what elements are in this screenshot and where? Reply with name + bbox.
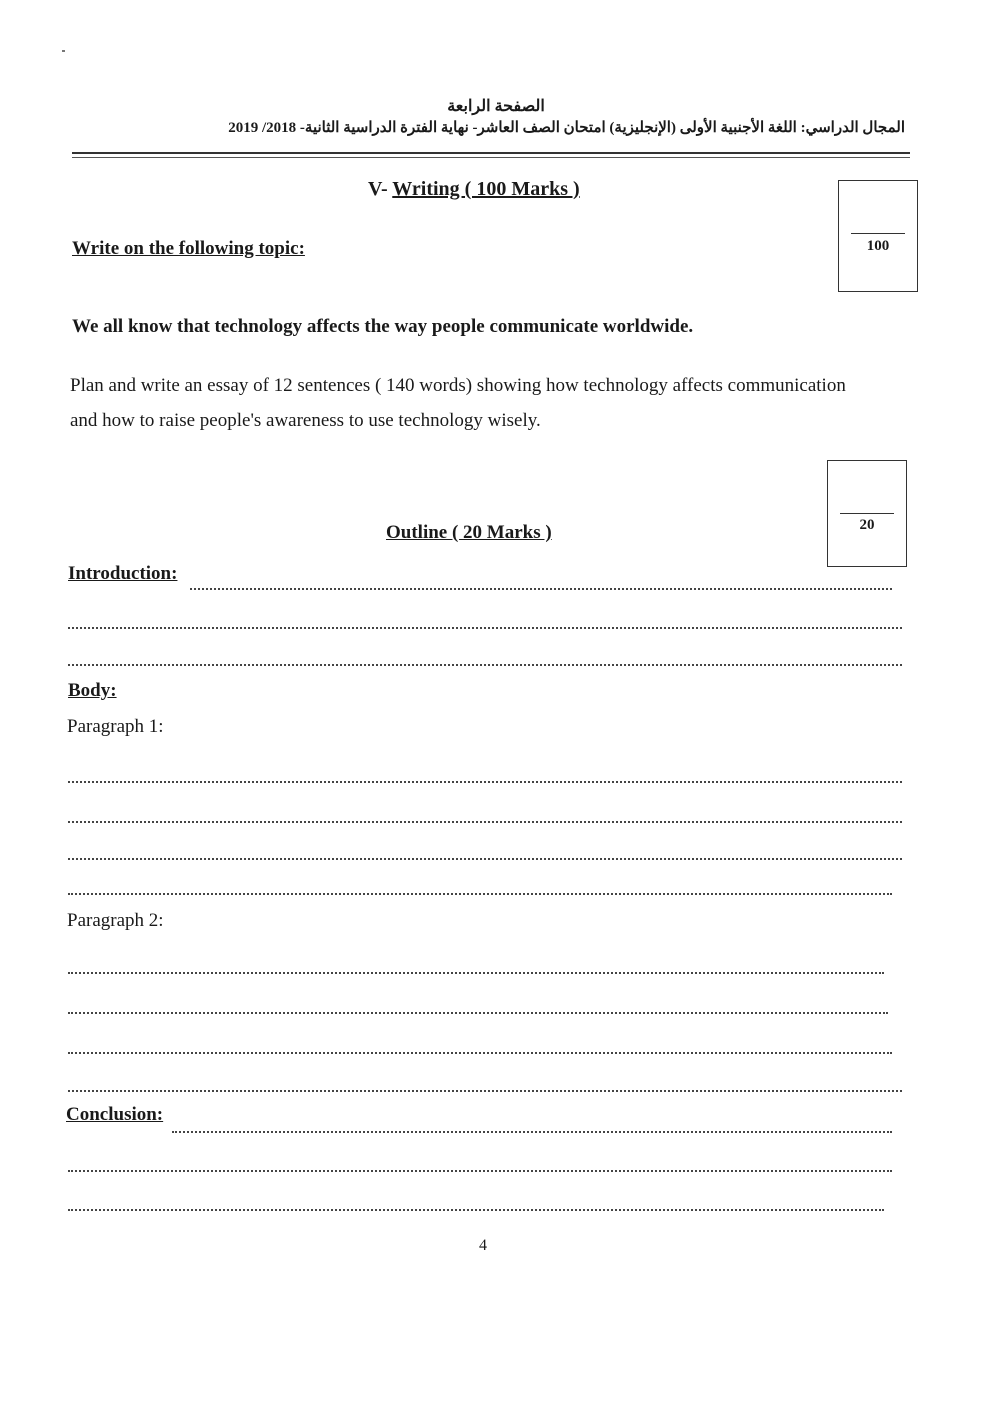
page-label-arabic: الصفحة الرابعة (447, 98, 545, 115)
answer-line[interactable] (172, 1131, 892, 1133)
score-line (851, 233, 905, 234)
score-box-writing (838, 180, 918, 292)
essay-topic: We all know that technology affects the way people communicate worldwide. (72, 316, 694, 337)
scan-speck (62, 50, 65, 52)
score-line (840, 513, 894, 514)
answer-line[interactable] (68, 821, 902, 823)
answer-line[interactable] (68, 858, 902, 860)
answer-line[interactable] (68, 972, 884, 974)
paragraph2-label: Paragraph 2: (67, 910, 164, 931)
answer-line[interactable] (190, 588, 892, 590)
answer-line[interactable] (68, 1012, 888, 1014)
introduction-label: Introduction: (68, 563, 178, 584)
conclusion-label: Conclusion: (66, 1104, 164, 1125)
answer-line[interactable] (68, 1090, 902, 1092)
page-number: 4 (479, 1237, 487, 1254)
answer-line[interactable] (68, 1170, 892, 1172)
answer-line[interactable] (68, 1052, 892, 1054)
section-title: V- Writing ( 100 Marks ) (368, 178, 580, 200)
header-divider-thin (72, 157, 910, 158)
answer-line[interactable] (68, 781, 902, 783)
essay-task: Plan and write an essay of 12 sentences ( 140 words) showing how technology affects communication and how to raise people's awareness to use technology wisely. (70, 375, 846, 431)
instruction: Write on the following topic: (72, 238, 305, 259)
outline-title: Outline ( 20 Marks ) (386, 522, 552, 543)
score-box-outline (827, 460, 907, 567)
answer-line[interactable] (68, 893, 892, 895)
paragraph1-label: Paragraph 1: (67, 716, 164, 737)
answer-line[interactable] (68, 1209, 884, 1211)
exam-header-line: المجال الدراسي: اللغة الأجنبية الأولى (الإنجليزية) امتحان الصف العاشر- نهاية الفترة الدراسية الثانية- 2018/ 2019 (228, 120, 905, 136)
outline-max-score: 20 (859, 517, 875, 533)
answer-line[interactable] (68, 627, 902, 629)
body-label: Body: (68, 680, 117, 701)
answer-line[interactable] (68, 664, 902, 666)
max-score: 100 (866, 238, 890, 254)
header-divider (72, 152, 910, 154)
